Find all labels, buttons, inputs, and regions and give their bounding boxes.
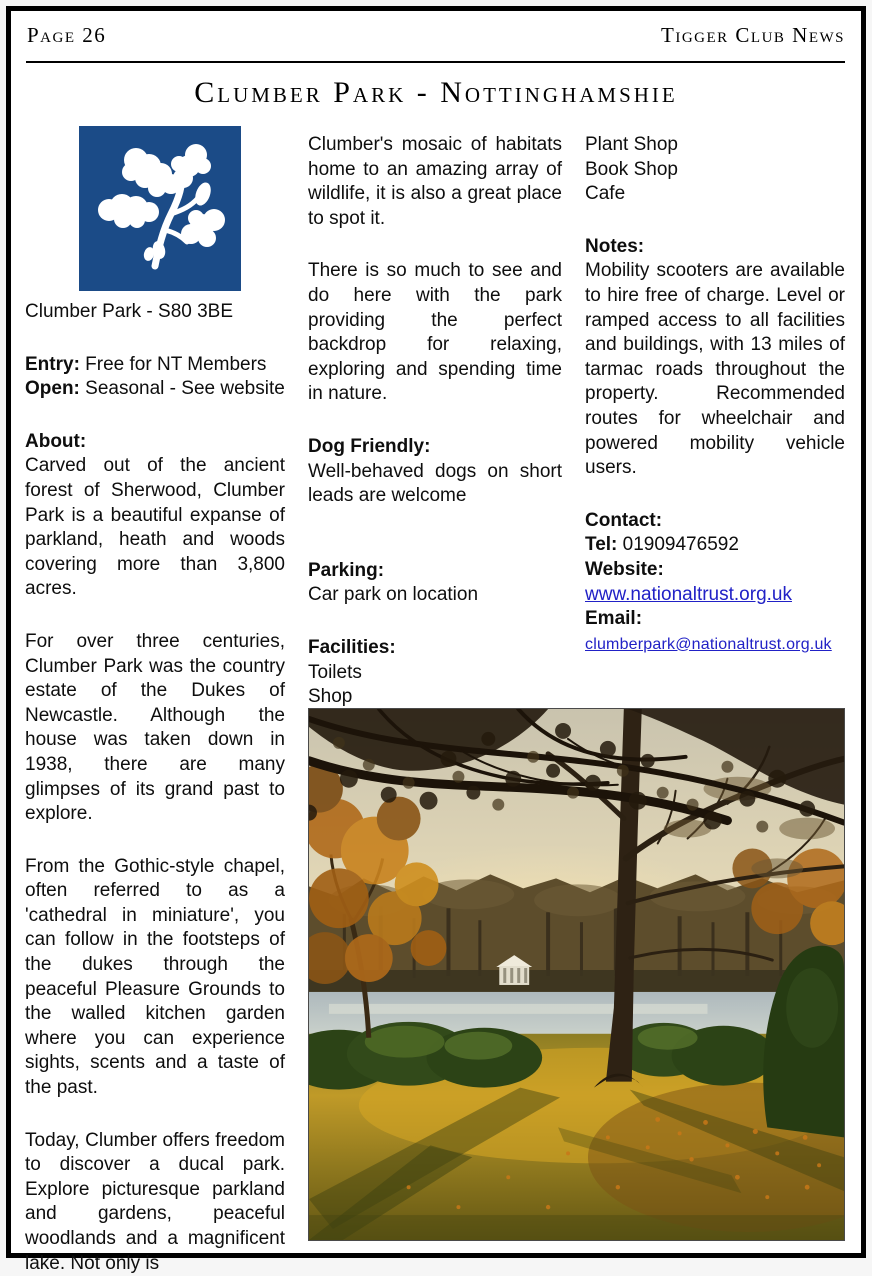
spacer	[585, 207, 845, 235]
spacer	[25, 602, 285, 630]
field-value: Free for NT Members	[79, 353, 267, 375]
field-value: 01909476592	[617, 534, 739, 556]
website-link[interactable]: www.nationaltrust.org.uk	[585, 583, 792, 605]
paragraph: From the Gothic-style chapel, often referred to as a 'cathedral in miniature', you can follow in the footsteps of the dukes through the peaceful Pleasure Grounds to the walled kitchen garden where you can experience sights, scents and a taste of the past.	[25, 855, 285, 1099]
spacer	[308, 231, 562, 259]
page-header	[27, 23, 845, 48]
spacer	[308, 509, 562, 559]
section-heading: Website:	[585, 558, 664, 580]
masthead-title: Tigger Club News	[661, 23, 845, 47]
paragraph: Carved out of the ancient forest of Sherwood, Clumber Park is a beautiful expanse of parkland, heath and woods covering more than 3,800 acres.	[25, 455, 285, 600]
newsletter-page	[6, 6, 866, 1274]
spacer	[585, 481, 845, 509]
paragraph: Well-behaved dogs on short leads are welcome	[308, 460, 562, 507]
labeled-line	[25, 353, 285, 378]
national-trust-logo	[79, 126, 241, 291]
section-heading: About:	[25, 430, 87, 452]
spacer	[25, 827, 285, 855]
left-column	[25, 126, 285, 1276]
section-heading: Parking:	[308, 559, 385, 581]
text-line: Shop	[308, 686, 353, 708]
park-photo-illustration	[309, 709, 844, 1240]
text-line: Book Shop	[585, 158, 678, 180]
text-line: Toilets	[308, 661, 362, 683]
field-label: Open:	[25, 378, 80, 400]
section-heading: Facilities:	[308, 636, 396, 658]
paragraph: Clumber's mosaic of habitats home to an amazing array of wildlife, it is also a great place to spot it.	[308, 134, 562, 229]
text-line: Plant Shop	[585, 134, 678, 155]
text-line: Car park on location	[308, 584, 479, 606]
email-link[interactable]: clumberpark@nationaltrust.org.uk	[585, 635, 832, 653]
page-number: Page 26	[27, 23, 107, 47]
paragraph: There is so much to see and do here with the park providing the perfect backdrop for relaxing, exploring and spending time in nature.	[308, 260, 562, 405]
spacer	[25, 402, 285, 430]
section-heading: Notes:	[585, 235, 645, 257]
spacer	[25, 325, 285, 353]
section-heading: Email:	[585, 608, 643, 630]
paragraph: Mobility scooters are available to hire free of charge. Level or ramped access to all facilities and buildings, with 13 miles of tarmac roads throughout the property. Recommended routes for wheelchair and powered mobility vehicle users.	[585, 260, 845, 479]
paragraph: For over three centuries, Clumber Park was the country estate of the Dukes of Newcastle. Although the house was taken down in 1938, there are many glimpses of its grand past to explore.	[25, 630, 285, 825]
park-photo	[308, 708, 845, 1241]
spacer	[308, 407, 562, 435]
text-line: Cafe	[585, 183, 626, 205]
paragraph: Today, Clumber offers freedom to discover a ducal park. Explore picturesque parkland and gardens, peaceful woodlands and a magnificent lake. Not only is	[25, 1129, 285, 1274]
field-label: Tel:	[585, 534, 618, 556]
labeled-line	[585, 533, 845, 558]
text-line: Clumber Park - S80 3BE	[25, 301, 234, 322]
header-divider	[26, 61, 845, 63]
spacer	[25, 1101, 285, 1129]
article-title: Clumber Park - Nottinghamshie	[194, 76, 678, 109]
labeled-line	[25, 377, 285, 402]
spacer	[308, 608, 562, 636]
field-value: Seasonal - See website	[79, 378, 285, 400]
section-heading: Contact:	[585, 509, 663, 531]
field-label: Entry:	[25, 353, 80, 375]
section-heading: Dog Friendly:	[308, 435, 431, 457]
